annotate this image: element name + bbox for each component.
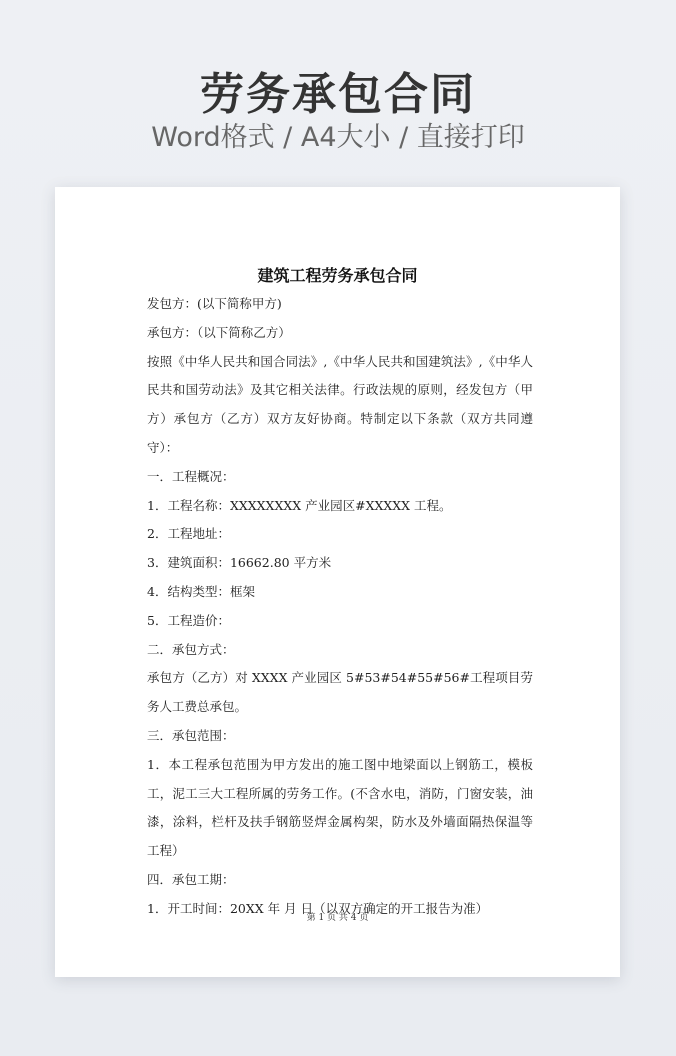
section-heading-contract-scope: 三．承包范围： [147,727,235,743]
paragraph-preamble: 按照《中华人民共和国合同法》,《中华人民共和国建筑法》,《中华人民共和国劳动法》及其它相关法律。行政法规的原则，经发包方（甲方）承包方（乙方）双方友好协商。特制定以下条款（双方共同遵守）： [147,353,533,455]
document-title: 建筑工程劳务承包合同 [257,266,418,285]
section-heading-contract-method: 二．承包方式： [147,641,235,657]
paragraph-employer: 发包方：(以下简称甲方) [147,296,282,311]
list-item-start-date: 1．开工时间：20XX 年 月 日（以双方确定的开工报告为准） [147,900,489,916]
paragraph-contract-method: 承包方（乙方）对 XXXX 产业园区 5#53#54#55#56#工程项目劳务人工费总承包。 [147,670,533,715]
list-item-project-address: 2．工程地址： [147,526,230,542]
document-page [55,187,620,977]
section-heading-contract-period: 四．承包工期： [147,871,235,887]
section-heading-overview: 一．工程概况： [147,468,235,484]
list-item-project-name: 1．工程名称：XXXXXXXX 产业园区#XXXXX 工程。 [147,497,452,513]
page-footer: 第 1 页 共 4 页 [306,913,369,923]
list-item-project-cost: 5．工程造价： [147,612,230,628]
banner-subtitle: Word格式 / A4大小 / 直接打印 [151,122,525,153]
document-body [147,290,533,924]
list-item-building-area: 3．建筑面积：16662.80 平方米 [147,555,332,571]
list-item-structure-type: 4．结构类型：框架 [147,583,255,599]
paragraph-contractor: 承包方：（以下简称乙方） [147,324,291,340]
banner-title: 劳务承包合同 [200,69,476,120]
paragraph-contract-scope: 1．本工程承包范围为甲方发出的施工图中地梁面以上钢筋工，模板工，泥工三大工程所属的劳务工作。(不含水电，消防，门窗安装，油漆，涂料，栏杆及扶手钢筋竖焊金属构架，防水及外墙面隔热保温等工程） [147,756,533,859]
